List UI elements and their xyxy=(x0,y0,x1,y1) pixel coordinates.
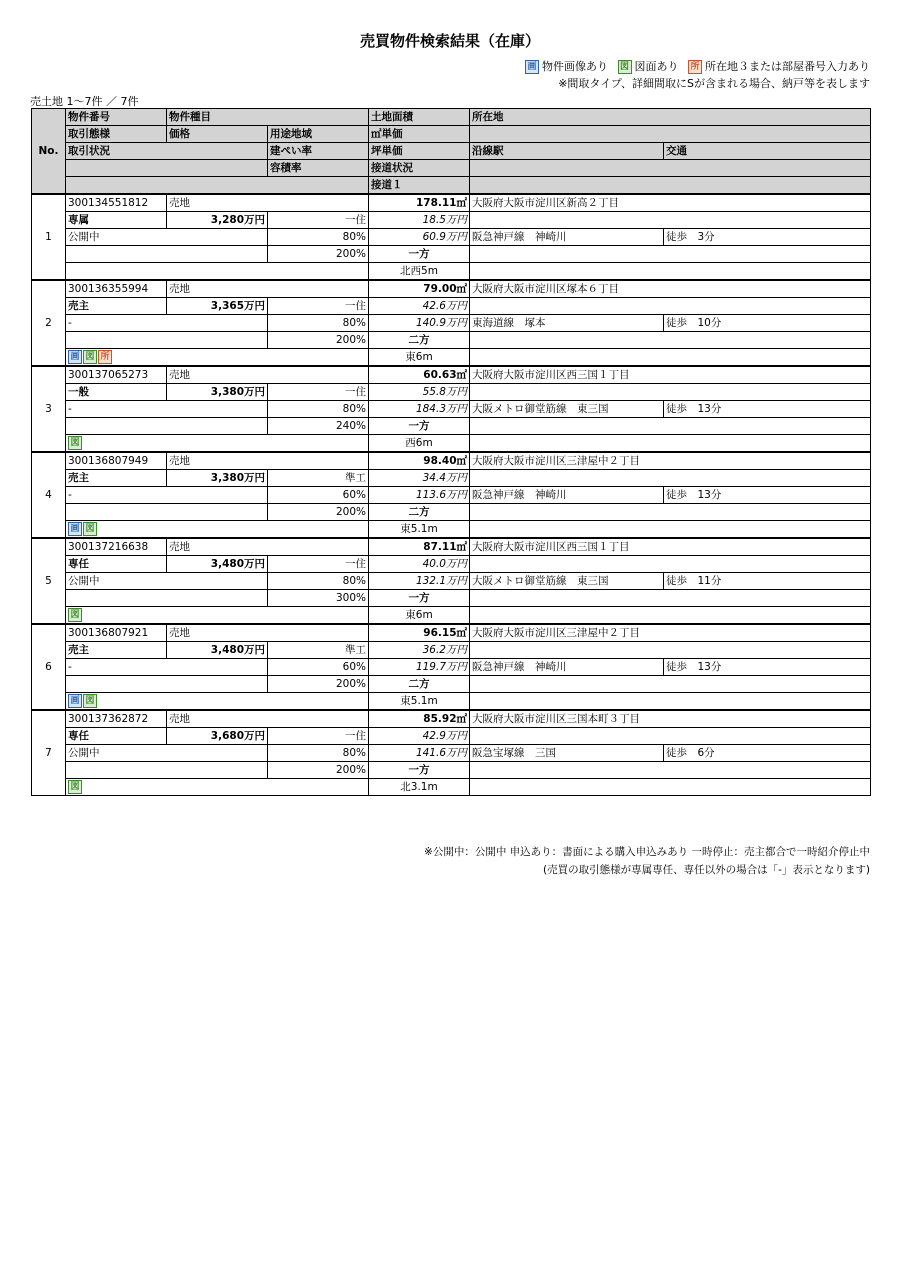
access-time: 6分 xyxy=(697,747,715,759)
floor-area-ratio: 300% xyxy=(268,590,369,607)
header-cell: 取引状況 xyxy=(66,143,268,160)
header-cell xyxy=(66,160,268,177)
access xyxy=(664,401,871,418)
photo-icon[interactable]: 画 xyxy=(68,522,82,536)
coverage-ratio: 80% xyxy=(268,573,369,590)
empty-cell xyxy=(470,349,871,367)
header-cell: 用途地域 xyxy=(268,126,369,143)
property-record xyxy=(32,280,871,366)
access-time: 13分 xyxy=(697,489,722,501)
transaction-status: - xyxy=(66,315,268,332)
property-type: 売地 xyxy=(167,624,369,642)
header-cell: 所在地 xyxy=(470,109,871,126)
access-time: 10分 xyxy=(697,317,722,329)
transaction-mode: 専任 xyxy=(66,728,167,745)
record-no: 4 xyxy=(32,452,66,538)
zoning: 一住 xyxy=(268,212,369,229)
road-1: 北西5m xyxy=(369,263,470,281)
property-type: 売地 xyxy=(167,452,369,470)
property-type: 売地 xyxy=(167,194,369,212)
station: 東海道線 塚本 xyxy=(470,315,664,332)
record-badges xyxy=(66,607,369,625)
property-id[interactable]: 300137065273 xyxy=(66,366,167,384)
property-record xyxy=(32,624,871,710)
empty-cell xyxy=(470,504,871,521)
transaction-mode: 売主 xyxy=(66,642,167,659)
transaction-status: 公開中 xyxy=(66,229,268,246)
header-cell: 坪単価 xyxy=(369,143,470,160)
road-1: 西6m xyxy=(369,435,470,453)
empty-cell xyxy=(470,212,871,229)
access-time: 13分 xyxy=(697,403,722,415)
header-cell xyxy=(470,160,871,177)
header-cell: 取引態様 xyxy=(66,126,167,143)
record-no: 3 xyxy=(32,366,66,452)
price: 3,280万円 xyxy=(167,212,268,229)
header-cell: 物件種目 xyxy=(167,109,369,126)
transaction-status: 公開中 xyxy=(66,573,268,590)
header-cell: 建ぺい率 xyxy=(268,143,369,160)
zoning: 準工 xyxy=(268,470,369,487)
land-area: 87.11㎡ xyxy=(369,538,470,556)
road-1: 北3.1m xyxy=(369,779,470,796)
sqm-price: 42.9万円 xyxy=(369,728,470,745)
station: 阪急宝塚線 三国 xyxy=(470,745,664,762)
access-time: 13分 xyxy=(697,661,722,673)
legend-photo-label: 物件画像あり xyxy=(542,60,608,73)
transaction-status: 公開中 xyxy=(66,745,268,762)
property-record xyxy=(32,710,871,796)
transaction-status: - xyxy=(66,487,268,504)
photo-icon[interactable]: 画 xyxy=(68,350,82,364)
zoning: 一住 xyxy=(268,728,369,745)
road-access: 二方 xyxy=(369,332,470,349)
access-mode: 徒歩 xyxy=(666,317,687,329)
footer-notes xyxy=(424,843,870,879)
access xyxy=(664,659,871,676)
header-cell: 沿線駅 xyxy=(470,143,664,160)
empty-cell xyxy=(470,556,871,573)
legend xyxy=(519,58,870,92)
tsubo-price: 60.9万円 xyxy=(369,229,470,246)
record-no: 7 xyxy=(32,710,66,796)
empty-cell xyxy=(470,418,871,435)
legend-plan-label: 図面あり xyxy=(634,60,679,73)
road-access: 二方 xyxy=(369,676,470,693)
price: 3,480万円 xyxy=(167,556,268,573)
record-badges xyxy=(66,779,369,796)
road-1: 東6m xyxy=(369,607,470,625)
empty-cell xyxy=(470,435,871,453)
table-header xyxy=(32,109,871,195)
transaction-status: - xyxy=(66,659,268,676)
header-cell: 土地面積 xyxy=(369,109,470,126)
empty-cell xyxy=(66,332,268,349)
header-cell: 接道１ xyxy=(369,177,470,195)
results-table xyxy=(31,108,871,796)
road-1: 東5.1m xyxy=(369,521,470,539)
plan-icon[interactable]: 図 xyxy=(68,780,82,794)
header-cell: 接道状況 xyxy=(369,160,470,177)
record-no: 1 xyxy=(32,194,66,280)
land-area: 85.92㎡ xyxy=(369,710,470,728)
road-access: 一方 xyxy=(369,418,470,435)
empty-cell xyxy=(66,762,268,779)
access xyxy=(664,487,871,504)
transaction-mode: 売主 xyxy=(66,470,167,487)
property-type: 売地 xyxy=(167,366,369,384)
header-cell: ㎡単価 xyxy=(369,126,470,143)
access-mode: 徒歩 xyxy=(666,747,687,759)
header-cell: 交通 xyxy=(664,143,871,160)
station: 阪急神戸線 神崎川 xyxy=(470,487,664,504)
access-mode: 徒歩 xyxy=(666,231,687,243)
empty-cell xyxy=(470,762,871,779)
transaction-mode: 専属 xyxy=(66,212,167,229)
footer-mode-note: (売買の取引態様が専属専任、専任以外の場合は「-」表示となります) xyxy=(543,864,870,876)
price: 3,380万円 xyxy=(167,384,268,401)
property-type: 売地 xyxy=(167,280,369,298)
coverage-ratio: 80% xyxy=(268,315,369,332)
record-badges xyxy=(66,693,369,711)
price: 3,480万円 xyxy=(167,642,268,659)
tsubo-price: 113.6万円 xyxy=(369,487,470,504)
empty-cell xyxy=(470,590,871,607)
tsubo-price: 119.7万円 xyxy=(369,659,470,676)
access-mode: 徒歩 xyxy=(666,575,687,587)
price: 3,380万円 xyxy=(167,470,268,487)
legend-address-label: 所在地３または部屋番号入力あり xyxy=(705,60,870,73)
empty-cell xyxy=(470,521,871,539)
land-area: 98.40㎡ xyxy=(369,452,470,470)
road-access: 一方 xyxy=(369,246,470,263)
empty-cell xyxy=(470,607,871,625)
plan-icon[interactable]: 図 xyxy=(83,350,97,364)
empty-cell xyxy=(470,470,871,487)
road-access: 二方 xyxy=(369,504,470,521)
access-time: 3分 xyxy=(697,231,715,243)
empty-cell xyxy=(470,642,871,659)
plan-icon: 図 xyxy=(618,60,632,74)
transaction-status: - xyxy=(66,401,268,418)
access-mode: 徒歩 xyxy=(666,489,687,501)
property-id[interactable]: 300136807949 xyxy=(66,452,167,470)
price: 3,365万円 xyxy=(167,298,268,315)
header-cell xyxy=(470,126,871,143)
property-id[interactable]: 300134551812 xyxy=(66,194,167,212)
tsubo-price: 132.1万円 xyxy=(369,573,470,590)
footer-status-note: ※公開中：公開中 申込あり：書面による購入申込みあり 一時停止：売主都合で一時紹介停止中 xyxy=(424,846,870,858)
access xyxy=(664,229,871,246)
property-record xyxy=(32,194,871,280)
road-access: 一方 xyxy=(369,590,470,607)
plan-icon[interactable]: 図 xyxy=(83,522,97,536)
property-type: 売地 xyxy=(167,538,369,556)
address: 大阪府大阪市淀川区三津屋中２丁目 xyxy=(470,452,871,470)
property-record xyxy=(32,366,871,452)
road-access: 一方 xyxy=(369,762,470,779)
floor-area-ratio: 200% xyxy=(268,246,369,263)
header-cell xyxy=(66,177,369,195)
coverage-ratio: 80% xyxy=(268,745,369,762)
land-area: 178.11㎡ xyxy=(369,194,470,212)
header-cell: 容積率 xyxy=(268,160,369,177)
header-no: No. xyxy=(32,109,66,195)
empty-cell xyxy=(66,504,268,521)
record-badges xyxy=(66,263,369,281)
empty-cell xyxy=(66,590,268,607)
record-no: 5 xyxy=(32,538,66,624)
record-badges xyxy=(66,521,369,539)
zoning: 一住 xyxy=(268,384,369,401)
address: 大阪府大阪市淀川区西三国１丁目 xyxy=(470,538,871,556)
header-cell: 価格 xyxy=(167,126,268,143)
record-badges xyxy=(66,349,369,367)
sqm-price: 42.6万円 xyxy=(369,298,470,315)
floor-area-ratio: 240% xyxy=(268,418,369,435)
floor-area-ratio: 200% xyxy=(268,332,369,349)
header-cell xyxy=(470,177,871,195)
property-type: 売地 xyxy=(167,710,369,728)
empty-cell xyxy=(470,332,871,349)
property-id[interactable]: 300136807921 xyxy=(66,624,167,642)
property-id[interactable]: 300137216638 xyxy=(66,538,167,556)
photo-icon: 画 xyxy=(525,60,539,74)
tsubo-price: 141.6万円 xyxy=(369,745,470,762)
empty-cell xyxy=(66,246,268,263)
plan-icon[interactable]: 図 xyxy=(68,608,82,622)
sqm-price: 55.8万円 xyxy=(369,384,470,401)
address: 大阪府大阪市淀川区西三国１丁目 xyxy=(470,366,871,384)
zoning: 一住 xyxy=(268,556,369,573)
price: 3,680万円 xyxy=(167,728,268,745)
property-record xyxy=(32,452,871,538)
address: 大阪府大阪市淀川区新高２丁目 xyxy=(470,194,871,212)
empty-cell xyxy=(470,246,871,263)
land-area: 60.63㎡ xyxy=(369,366,470,384)
property-id[interactable]: 300136355994 xyxy=(66,280,167,298)
empty-cell xyxy=(470,728,871,745)
transaction-mode: 一般 xyxy=(66,384,167,401)
road-1: 東5.1m xyxy=(369,693,470,711)
record-no: 2 xyxy=(32,280,66,366)
address: 大阪府大阪市淀川区三津屋中２丁目 xyxy=(470,624,871,642)
coverage-ratio: 80% xyxy=(268,401,369,418)
header-cell: 物件番号 xyxy=(66,109,167,126)
tsubo-price: 184.3万円 xyxy=(369,401,470,418)
zoning: 一住 xyxy=(268,298,369,315)
address: 大阪府大阪市淀川区三国本町３丁目 xyxy=(470,710,871,728)
legend-note: ※間取タイプ、詳細間取にSが含まれる場合、納戸等を表します xyxy=(558,77,870,90)
floor-area-ratio: 200% xyxy=(268,762,369,779)
plan-icon[interactable]: 図 xyxy=(83,694,97,708)
tsubo-price: 140.9万円 xyxy=(369,315,470,332)
result-count: 売土地 1〜7件 ／ 7件 xyxy=(30,95,139,108)
empty-cell xyxy=(470,693,871,711)
sqm-price: 18.5万円 xyxy=(369,212,470,229)
sqm-price: 36.2万円 xyxy=(369,642,470,659)
station: 大阪メトロ御堂筋線 東三国 xyxy=(470,401,664,418)
road-1: 東6m xyxy=(369,349,470,367)
access-mode: 徒歩 xyxy=(666,661,687,673)
photo-icon[interactable]: 画 xyxy=(68,694,82,708)
record-badges xyxy=(66,435,369,453)
access xyxy=(664,315,871,332)
land-area: 96.15㎡ xyxy=(369,624,470,642)
floor-area-ratio: 200% xyxy=(268,676,369,693)
sqm-price: 34.4万円 xyxy=(369,470,470,487)
empty-cell xyxy=(470,779,871,796)
station: 阪急神戸線 神崎川 xyxy=(470,659,664,676)
empty-cell xyxy=(470,384,871,401)
record-no: 6 xyxy=(32,624,66,710)
access-mode: 徒歩 xyxy=(666,403,687,415)
empty-cell xyxy=(470,263,871,281)
access-time: 11分 xyxy=(697,575,722,587)
floor-area-ratio: 200% xyxy=(268,504,369,521)
access xyxy=(664,573,871,590)
page-title: 売買物件検索結果（在庫） xyxy=(359,32,540,50)
property-record xyxy=(32,538,871,624)
access xyxy=(664,745,871,762)
zoning: 準工 xyxy=(268,642,369,659)
empty-cell xyxy=(66,418,268,435)
sqm-price: 40.0万円 xyxy=(369,556,470,573)
empty-cell xyxy=(66,676,268,693)
address-icon[interactable]: 所 xyxy=(98,350,112,364)
station: 大阪メトロ御堂筋線 東三国 xyxy=(470,573,664,590)
address-icon: 所 xyxy=(688,60,702,74)
land-area: 79.00㎡ xyxy=(369,280,470,298)
coverage-ratio: 60% xyxy=(268,487,369,504)
coverage-ratio: 80% xyxy=(268,229,369,246)
station: 阪急神戸線 神崎川 xyxy=(470,229,664,246)
transaction-mode: 専任 xyxy=(66,556,167,573)
address: 大阪府大阪市淀川区塚本６丁目 xyxy=(470,280,871,298)
plan-icon[interactable]: 図 xyxy=(68,436,82,450)
transaction-mode: 売主 xyxy=(66,298,167,315)
property-id[interactable]: 300137362872 xyxy=(66,710,167,728)
empty-cell xyxy=(470,298,871,315)
empty-cell xyxy=(470,676,871,693)
coverage-ratio: 60% xyxy=(268,659,369,676)
